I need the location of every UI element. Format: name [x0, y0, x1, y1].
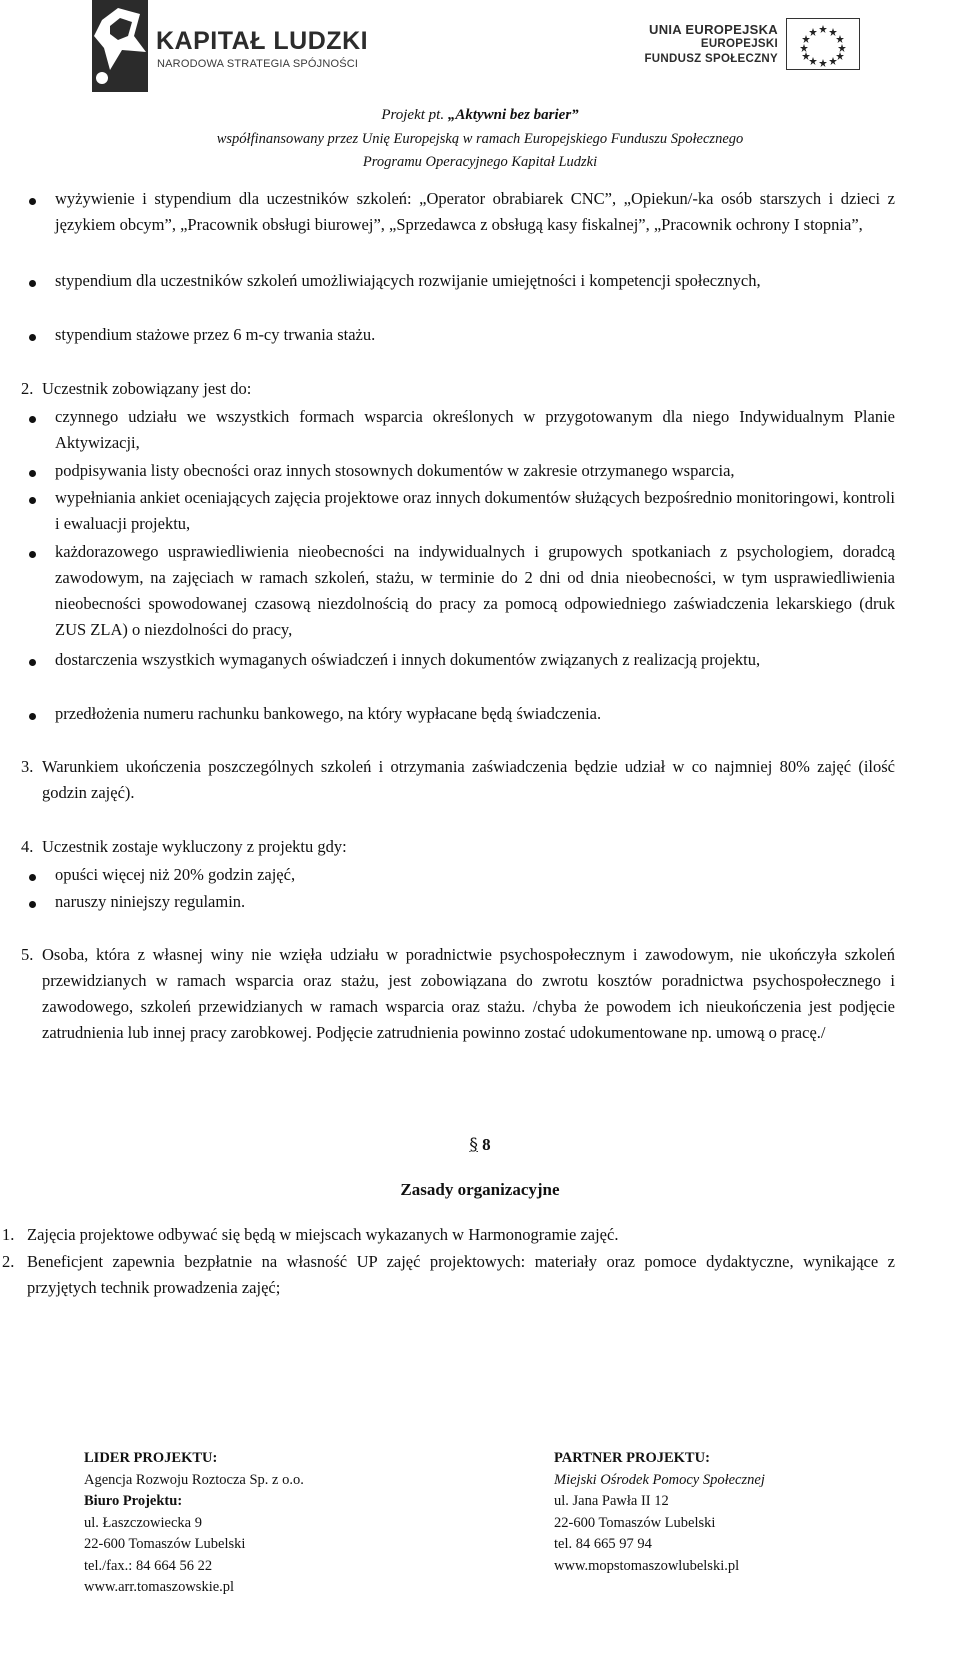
item-text: Warunkiem ukończenia poszczególnych szkoleń i otrzymania zaświadczenia będzie udział w co najmniej 80% zajęć (ilość godzin zajęć). — [42, 757, 895, 802]
item-number: 2. — [21, 379, 34, 398]
project-programme: Programu Operacyjnego Kapitał Ludzki — [362, 154, 598, 170]
item-number: 5. — [21, 945, 34, 964]
list-item: wypełniania ankiet oceniających zajęcia projektowe oraz innych dokumentów służących bezpośrednio monitoringowi, kontroli i ewaluacji projektu, — [55, 488, 895, 533]
bullet-icon — [29, 901, 36, 908]
section-number-value: 8 — [482, 1135, 491, 1154]
project-title-name: „Aktywni bez barier” — [447, 107, 579, 123]
project-title — [0, 107, 960, 124]
bullet-icon — [29, 713, 36, 720]
item-number: 3. — [21, 757, 34, 776]
kapital-ludzki-logo — [88, 0, 388, 96]
rule-text: Zajęcia projektowe odbywać się będą w miejscach wykazanych w Harmonogramie zajęć. — [27, 1225, 619, 1244]
list-item: czynnego udziału we wszystkich formach wsparcia określonych w przygotowanym dla niego Indywidualnym Planie Aktywizacji, — [55, 407, 895, 452]
list-item: opuści więcej niż 20% godzin zajęć, — [55, 865, 296, 884]
leader-office-label: Biuro Projektu: — [84, 1493, 183, 1509]
project-title-prefix: Projekt pt. — [381, 107, 448, 123]
leader-city: 22-600 Tomaszów Lubelski — [84, 1536, 246, 1552]
list-item: stypendium stażowe przez 6 m-cy trwania stażu. — [55, 325, 376, 344]
leader-heading: LIDER PROJEKTU: — [84, 1450, 218, 1466]
eu-logo-line2: EUROPEJSKI — [700, 38, 778, 50]
rule-number: 1. — [2, 1225, 15, 1244]
eu-logo-line3: FUNDUSZ SPOŁECZNY — [644, 53, 778, 65]
bullet-icon — [29, 497, 36, 504]
section-number — [0, 1135, 960, 1155]
leader-street: ul. Łaszczowiecka 9 — [84, 1514, 202, 1531]
kapital-ludzki-subtitle: NARODOWA STRATEGIA SPÓJNOŚCI — [157, 58, 359, 70]
kapital-ludzki-name: KAPITAŁ LUDZKI — [156, 27, 369, 55]
list-item: wyżywienie i stypendium dla uczestników szkoleń: „Operator obrabiarek CNC”, „Opiekun/-ka osób starszych i dzieci z językiem obcym”, „Pracownik obsługi biurowej”, „Sprzedawca z obsługą kasy fiskalnej”, „Pracownik ochrony I stopnia”, — [55, 189, 895, 234]
section-symbol: § — [469, 1135, 478, 1155]
bullet-icon — [29, 874, 36, 881]
project-cofinancing: współfinansowany przez Unię Europejską w ramach Europejskiego Funduszu Społecznego — [216, 131, 744, 147]
eu-logo-line1: UNIA EUROPEJSKA — [649, 22, 778, 37]
partner-web: www.mopstomaszowlubelski.pl — [554, 1557, 740, 1574]
leader-phone: tel./fax.: 84 664 56 22 — [84, 1557, 213, 1574]
list-item: każdorazowego usprawiedliwienia nieobecności na indywidualnych i grupowych spotkaniach z psychologiem, doradcą zawodowym, na zajęciach w ramach szkoleń, stażu, w terminie do 2 dni od dnia nieobecności, w tym usprawiedliwienia nieobecności spowodowanej czasową niezdolnością do pracy za pomocą odpowiedniego zaświadczenia lekarskiego (druk ZUS ZLA) o niezdolności do pracy, — [55, 542, 895, 639]
kapital-ludzki-emblem-icon — [88, 0, 152, 92]
partner-heading: PARTNER PROJEKTU: — [554, 1450, 710, 1466]
bullet-icon — [29, 659, 36, 666]
bullet-icon — [29, 416, 36, 423]
eu-flag-icon — [786, 18, 860, 70]
partner-phone: tel. 84 665 97 94 — [554, 1536, 652, 1552]
footer-partner — [554, 1448, 765, 1577]
partner-city: 22-600 Tomaszów Lubelski — [554, 1514, 716, 1531]
bullet-icon — [29, 470, 36, 477]
list-item: dostarczenia wszystkich wymaganych oświadczeń i innych dokumentów związanych z realizacją projektu, — [55, 650, 761, 669]
list-item: przedłożenia numeru rachunku bankowego, na który wypłacane będą świadczenia. — [55, 704, 602, 723]
leader-org: Agencja Rozwoju Roztocza Sp. z o.o. — [84, 1471, 304, 1488]
list-item: podpisywania listy obecności oraz innych stosownych dokumentów w zakresie otrzymanego wsparcia, — [55, 461, 735, 480]
partner-street: ul. Jana Pawła II 12 — [554, 1493, 669, 1509]
rule-number: 2. — [2, 1252, 15, 1271]
item-text: Osoba, która z własnej winy nie wzięła udziału w poradnictwie psychospołecznym i zawodowym, nie ukończyła szkoleń przewidzianych w ramach wsparcia oraz stażu, jest zobowiązana do zwrotu kosztów poradnictwa psychospołecznego i zawodowego, szkoleń przewidzianych w ramach wsparcia oraz stażu. /chyba że powodem ich nieukończenia jest podjęcie zatrudnienia lub innej pracy zarobkowej. Podjęcie zatrudnienia powinno zostać udokumentowane np. umową o pracę./ — [42, 945, 895, 1042]
section-title: Zasady organizacyjne — [400, 1180, 560, 1199]
item-text: Uczestnik zostaje wykluczony z projektu gdy: — [42, 837, 347, 856]
list-item: stypendium dla uczestników szkoleń umożliwiających rozwijanie umiejętności i kompetencji społecznych, — [55, 271, 761, 290]
item-text: Uczestnik zobowiązany jest do: — [42, 379, 252, 398]
bullet-icon — [29, 198, 36, 205]
eu-logo — [640, 18, 870, 78]
leader-web: www.arr.tomaszowskie.pl — [84, 1579, 235, 1595]
list-item: naruszy niniejszy regulamin. — [55, 892, 246, 911]
bullet-icon — [29, 334, 36, 341]
partner-org: Miejski Ośrodek Pomocy Społecznej — [554, 1471, 765, 1488]
footer-leader — [84, 1448, 304, 1599]
item-number: 4. — [21, 837, 34, 856]
bullet-icon — [29, 551, 36, 558]
bullet-icon — [29, 280, 36, 287]
rule-text: Beneficjent zapewnia bezpłatnie na własność UP zajęć projektowych: materiały oraz pomoce dydaktyczne, wynikające z przyjętych technik prowadzenia zajęć; — [27, 1252, 895, 1297]
